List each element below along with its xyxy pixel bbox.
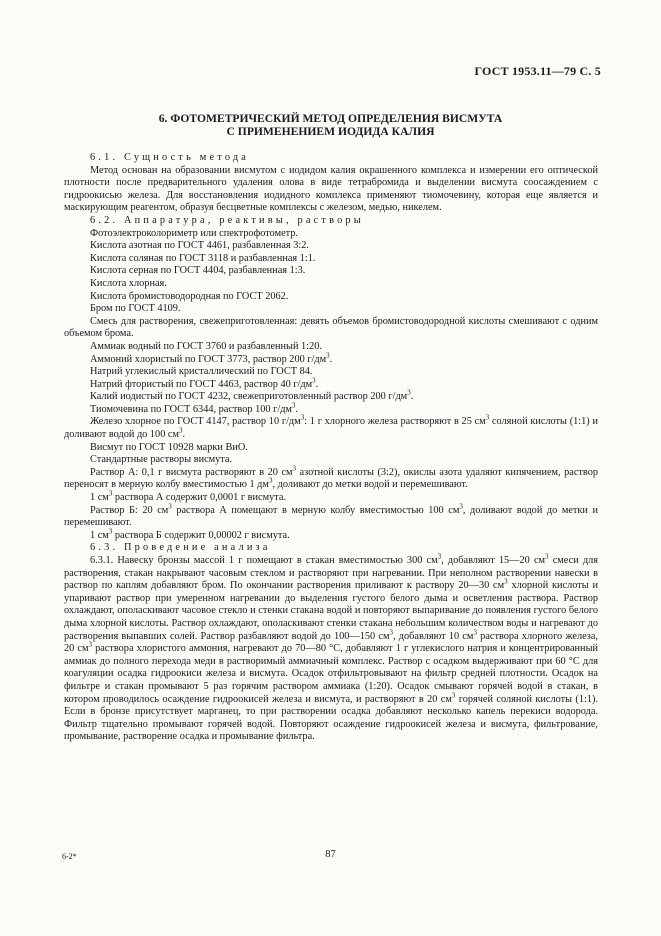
- paragraph: Тиомочевина по ГОСТ 6344, раствор 100 $г/дм^3$.: [90, 401, 299, 415]
- paragraph: Железо хлорное по ГОСТ 4147, раствор 10 $г/дм^3$: 1 г хлорного железа растворяют в 25 $см^3$ соляной кислоты (1:1) и доливают водой до 100 $см^3$.: [64, 414, 598, 441]
- footer-signature-mark: 6-2*: [62, 852, 77, 861]
- paragraph: Аммиак водный по ГОСТ 3760 и разбавленный 1:20.: [90, 340, 322, 352]
- section-heading: 6.1. Сущность метода: [90, 152, 250, 163]
- paragraph: Натрий углекислый кристаллический по ГОСТ 84.: [90, 366, 313, 378]
- paragraph: Кислота серная по ГОСТ 4404, разбавленная 1:3.: [90, 265, 306, 277]
- document-body: [64, 152, 598, 744]
- paragraph: 1 $см^3$ раствора Б содержит 0,00002 г висмута.: [90, 527, 290, 541]
- paragraph: Фотоэлектроколориметр или спектрофотометр.: [90, 227, 298, 239]
- paragraph: 6.3.1. Навеску бронзы массой 1 г помещают в стакан вместимостью 300 $см^3$, добавляют 15—20 $см^3$ смеси для растворения, стакан накрывают часовым стеклом и растворяют при нагревании. При неполном растворении навески в раствор по каплям добавляют бром. По окончании растворения приливают к раствору 20—30 $см^3$ хлорной кислоты и упаривают раствор при умеренном нагревании до выделения густого белого дыма и осветления раствора. Раствор охлаждают, ополаскивают часовое стекло и стенки стакана водой и повторяют выпаривание до появления густого белого дыма хлорной кислоты. Раствор охлаждают, ополаскивают стенки стакана небольшим количеством воды и нагревают до растворения выпавших солей. Раствор разбавляют водой до 100—150 $см^3$, добавляют 10 $см^3$ раствора хлорного железа, 20 $см^3$ раствора хлористого аммония, нагревают до 70—80 °С, добавляют 1 г углекислого натрия и концентрированный аммиак до полного перехода меди в растворимый аммиачный комплекс. Раствор с осадком выдерживают при 60 °С для коагуляции осадка гидроокиси железа и висмута. Осадок отфильтровывают на фильтр средней плотности. Осадок на фильтре и стакан промывают 5 раз горячим раствором аммиака (1:20). Осадок смывают горячей водой в стакан, в котором проводилось осаждение гидроокисей железа и висмута, и растворяют в 20 $см^3$ горячей соляной кислоты (1:1). Если в бронзе присутствует марганец, то при растворении осадка добавляют несколько капель перекиси водорода. Фильтр тщательно промывают горячей водой. Повторяют осаждение гидроокисей железа и висмута, фильтрование, промывание, растворение осадка и промывание фильтра.: [64, 552, 598, 743]
- section-heading: 6.3. Проведение анализа: [90, 542, 271, 554]
- paragraph: Кислота хлорная.: [90, 277, 167, 289]
- paragraph: Метод основан на образовании висмутом с иодидом калия окрашенного комплекса и измерении его оптической плотности после предварительного удаления олова в виде тетрабромида и выделении висмута соосаждением с гидроокисью железа. Для восстановления иодидного комплекса применяют тиомочевину, которая еще является и маскирующим реагентом, образуя бесцветные комплексы с железом, медью, никелем.: [64, 164, 598, 214]
- page-header: ГОСТ 1953.11—79 С. 5: [474, 64, 601, 78]
- paragraph: Аммоний хлористый по ГОСТ 3773, раствор 200 $г/дм^3$.: [90, 351, 333, 365]
- paragraph: Кислота азотная по ГОСТ 4461, разбавленная 3:2.: [90, 240, 309, 252]
- page-number: 87: [325, 849, 336, 860]
- paragraph: Натрий фтористый по ГОСТ 4463, раствор 40 $г/дм^3$.: [90, 376, 319, 390]
- paragraph: Бром по ГОСТ 4109.: [90, 303, 181, 315]
- paragraph: Раствор Б: 20 $см^3$ раствора А помещают в мерную колбу вместимостью 100 $см^3$, доливают водой до метки и перемешивают.: [64, 502, 598, 529]
- section-title-line-2: С ПРИМЕНЕНИЕМ ИОДИДА КАЛИЯ: [226, 125, 435, 138]
- paragraph: Висмут по ГОСТ 10928 марки ВиО.: [90, 441, 248, 453]
- paragraph: Кислота бромистоводородная по ГОСТ 2062.: [90, 290, 289, 302]
- section-heading: 6.2. Аппаратура, реактивы, растворы: [90, 214, 364, 226]
- paragraph: Калий иодистый по ГОСТ 4232, свежеприготовленный раствор 200 $г/дм^3$.: [90, 388, 414, 403]
- section-title: [0, 112, 661, 138]
- paragraph: Стандартные растворы висмута.: [90, 454, 233, 466]
- section-title-line-1: 6. ФОТОМЕТРИЧЕСКИЙ МЕТОД ОПРЕДЕЛЕНИЯ ВИСМУТА: [158, 112, 503, 125]
- paragraph: Кислота соляная по ГОСТ 3118 и разбавленная 1:1.: [90, 252, 316, 264]
- paragraph: Смесь для растворения, свежеприготовленная: девять объемов бромистоводородной кислоты смешивают с одним объемом брома.: [64, 315, 598, 340]
- paragraph: Раствор А: 0,1 г висмута растворяют в 20 $см^3$ азотной кислоты (3:2), окислы азота удаляют кипячением, раствор переносят в мерную колбу вместимостью 1 $дм^3$, доливают до метки водой и перемешивают.: [64, 464, 598, 491]
- paragraph: 1 $см^3$ раствора А содержит 0,0001 г висмута.: [90, 489, 287, 504]
